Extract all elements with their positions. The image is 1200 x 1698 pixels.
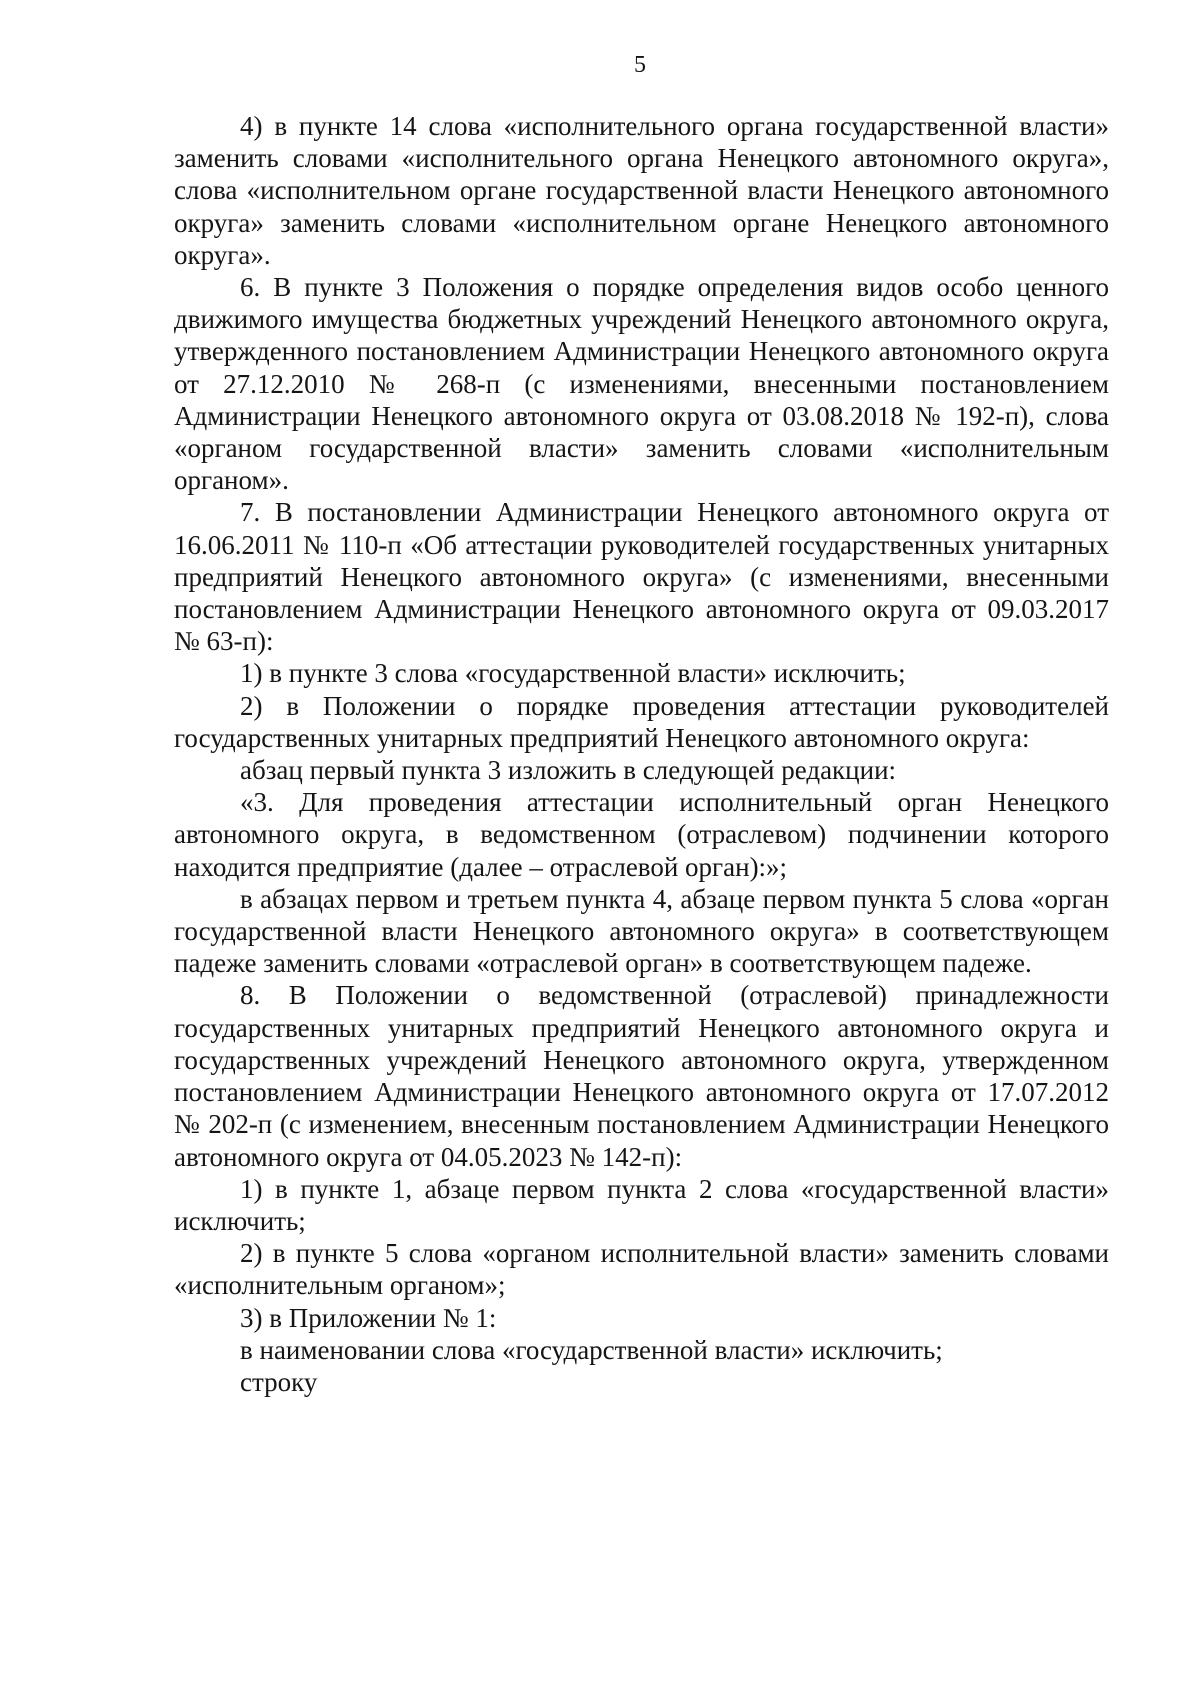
paragraph-section-8-item-2: 2) в пункте 5 слова «органом исполнительной власти» заменить словами «исполнительным органом»; <box>174 1238 1109 1301</box>
paragraph-section-7-item-2: 2) в Положении о порядке проведения аттестации руководителей государственных унитарных предприятий Ненецкого автономного округа: <box>174 690 1109 753</box>
paragraph-section-8-item-3: 3) в Приложении № 1: <box>240 1302 497 1333</box>
paragraph-section-8-item-3-sub-1: в наименовании слова «государственной власти» исключить; <box>240 1334 943 1365</box>
paragraph-section-6: 6. В пункте 3 Положения о порядке определения видов особо ценного движимого имущества бюджетных учреждений Ненецкого автономного округа, утвержденного постановлением Администрации Ненецкого автономного округа от 27.12.2010 № 268-п (с изменениями, внесенными постановлением Администрации Ненецкого автономного округа от 03.08.2018 № 192-п), слова «органом государственной власти» заменить словами «исполнительным органом». <box>174 272 1109 496</box>
paragraph-section-7-item-2-sub-2: в абзацах первом и третьем пункта 4, абзаце первом пункта 5 слова «орган государственной власти Ненецкого автономного округа» в соответствующем падеже заменить словами «отраслевой орган» в соответствующем падеже. <box>174 883 1109 979</box>
paragraph-section-7-item-1: 1) в пункте 3 слова «государственной власти» исключить; <box>240 658 906 689</box>
paragraph-section-8: 8. В Положении о ведомственной (отраслевой) принадлежности государственных унитарных предприятий Ненецкого автономного округа и государственных учреждений Ненецкого автономного округа, утвержденном постановлением Администрации Ненецкого автономного округа от 17.07.2012 № 202-п (с изменением, внесенным постановлением Администрации Ненецкого автономного округа от 04.05.2023 № 142-п): <box>174 980 1109 1172</box>
paragraph-section-7-item-2-sub-1: абзац первый пункта 3 изложить в следующей редакции: <box>240 755 897 786</box>
paragraph-section-8-item-1: 1) в пункте 1, абзаце первом пункта 2 слова «государственной власти» исключить; <box>174 1173 1109 1236</box>
document-body <box>174 110 1109 1398</box>
paragraph-section-7-item-2-quote: «3. Для проведения аттестации исполнительный орган Ненецкого автономного округа, в ведомственном (отраслевом) подчинении которого находится предприятие (далее – отраслевой орган):»; <box>174 787 1109 882</box>
paragraph-section-7: 7. В постановлении Администрации Ненецкого автономного округа от 16.06.2011 № 110-п «Об аттестации руководителей государственных унитарных предприятий Ненецкого автономного округа» (с изменениями, внесенными постановлением Администрации Ненецкого автономного округа от 09.03.2017 № 63-п): <box>174 497 1109 657</box>
paragraph-item-4: 4) в пункте 14 слова «исполнительного органа государственной власти» заменить словами «исполнительного органа Ненецкого автономного округа», слова «исполнительном органе государственной власти Ненецкого автономного округа» заменить словами «исполнительном органе Ненецкого автономного округа». <box>174 111 1109 270</box>
page-number: 5 <box>634 52 646 78</box>
paragraph-section-8-item-3-sub-2: строку <box>240 1366 318 1397</box>
